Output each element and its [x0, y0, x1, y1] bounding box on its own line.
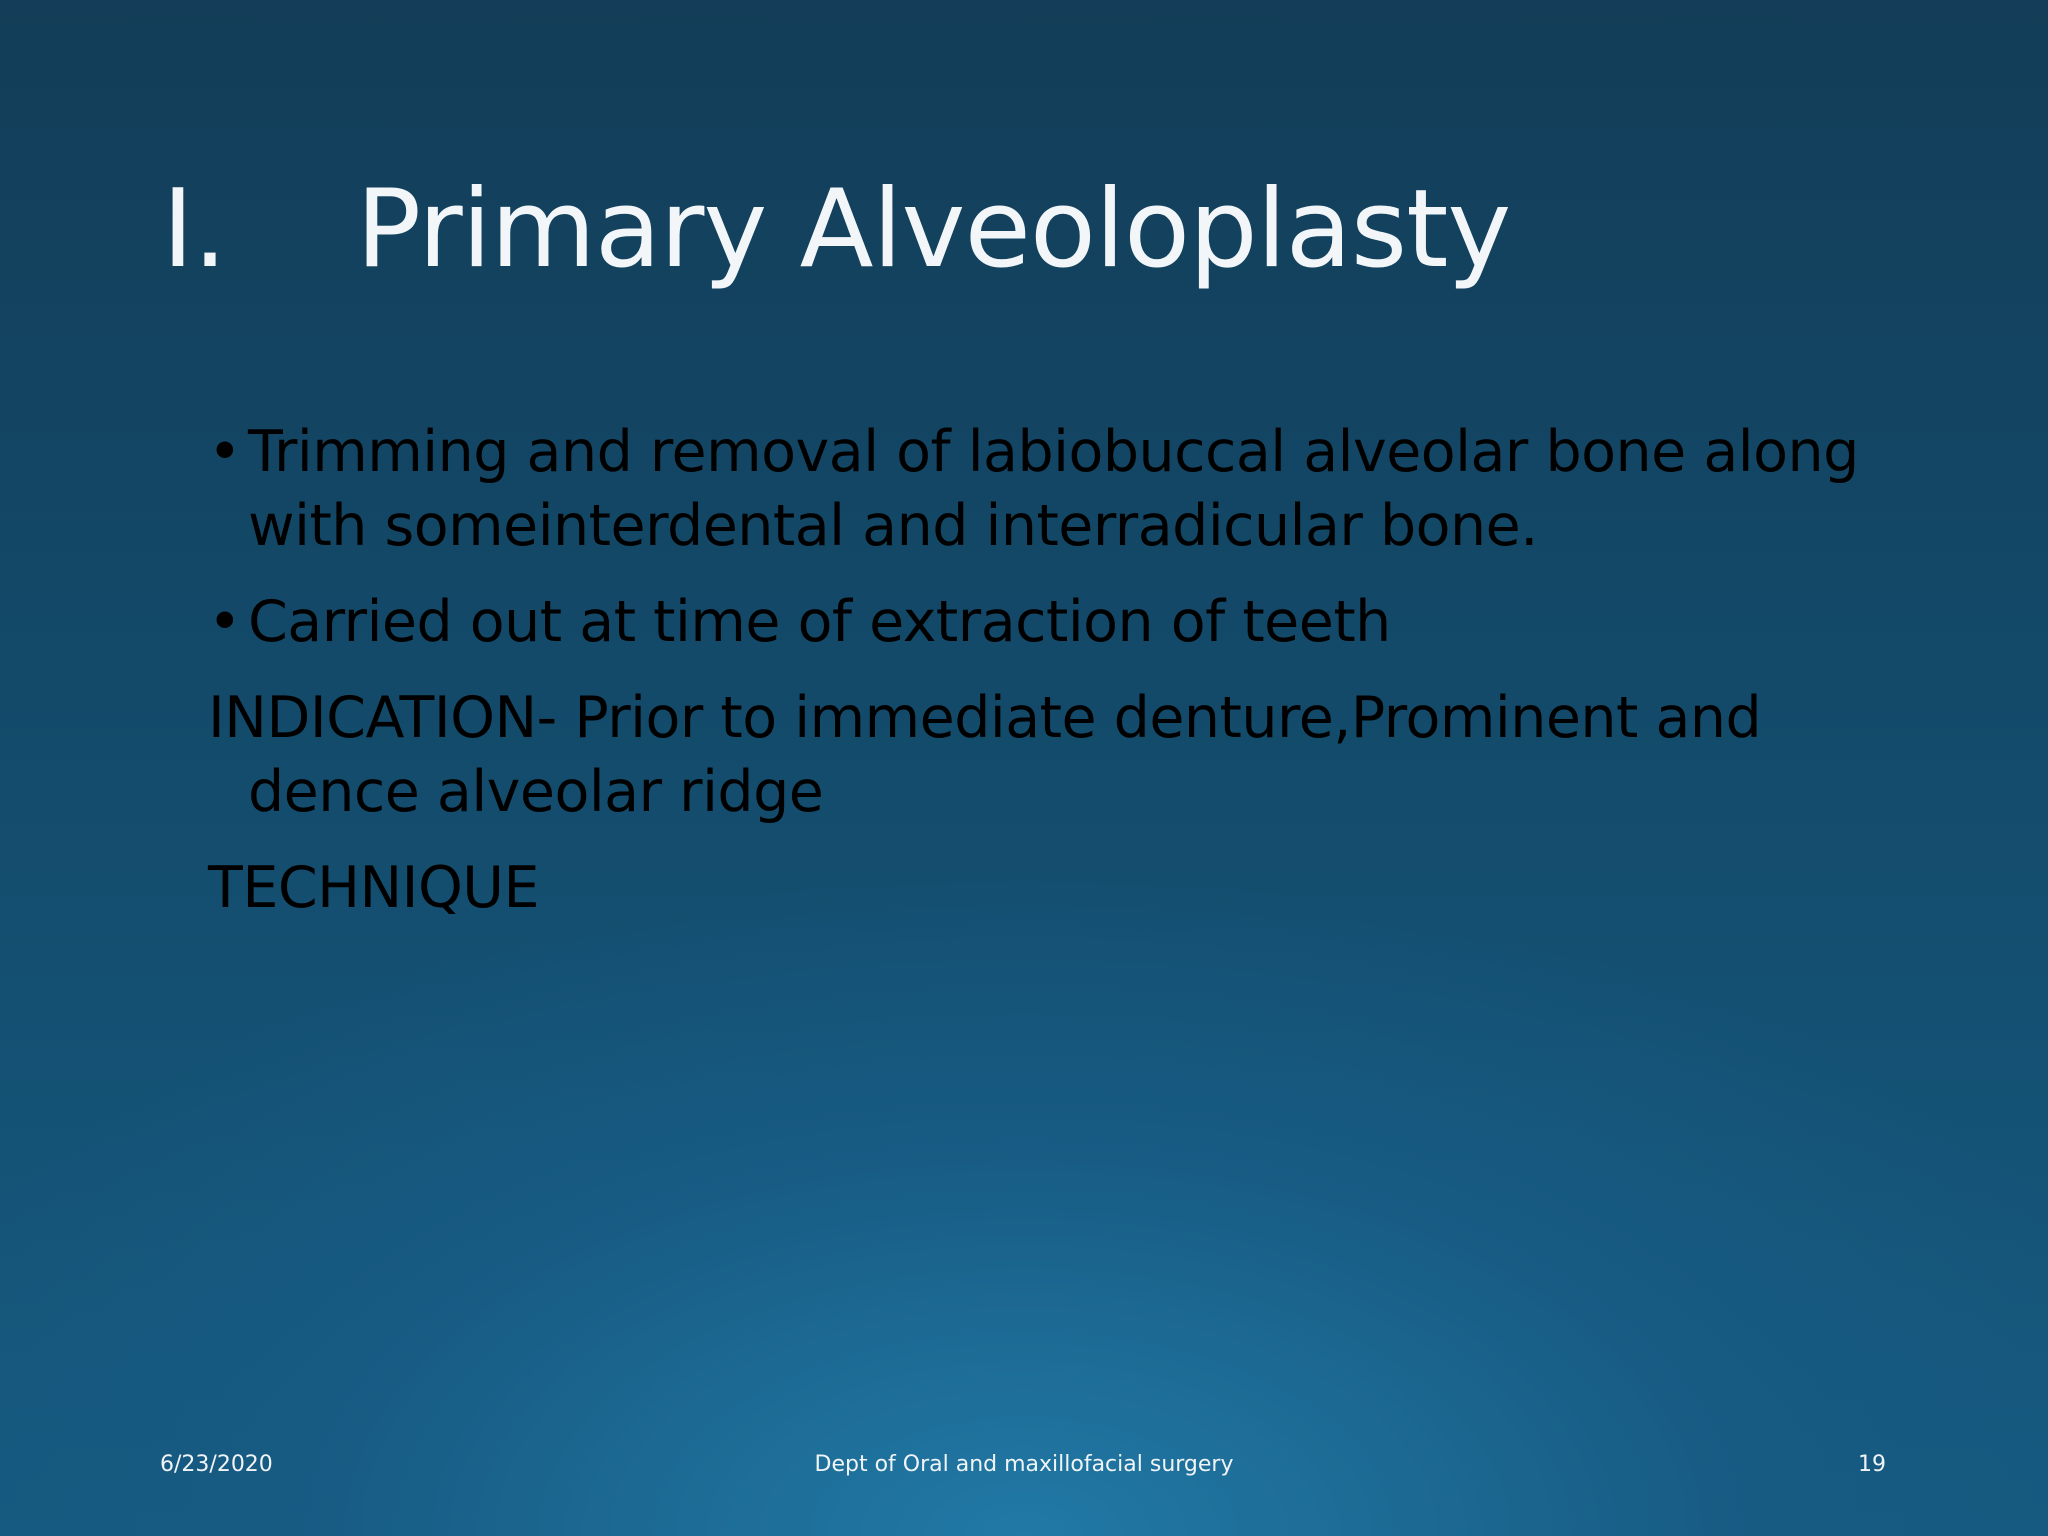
title-text: Primary Alveoloplasty: [356, 167, 1511, 292]
footer-page-number: 19: [1858, 1452, 1886, 1477]
technique-text: TECHNIQUE: [208, 855, 540, 921]
indication-paragraph: [208, 681, 1908, 829]
technique-heading: [208, 851, 1908, 925]
indication-line-2: dence alveolar ridge: [248, 759, 824, 825]
bullet-text: Trimming and removal of labiobuccal alveolar bone along with someinterdental and interradicular bone.: [248, 419, 1859, 559]
bullet-text: Carried out at time of extraction of teeth: [248, 589, 1391, 655]
slide-body: [208, 415, 1908, 947]
bullet-item: [208, 585, 1908, 659]
bullet-item: [208, 415, 1908, 563]
footer-department: Dept of Oral and maxillofacial surgery: [814, 1452, 1234, 1477]
bullet-dot: •: [208, 419, 242, 485]
indication-line-1: INDICATION- Prior to immediate denture,Prominent and: [208, 685, 1762, 751]
footer-date: 6/23/2020: [160, 1452, 273, 1477]
bullet-dot: •: [208, 589, 242, 655]
title-number: I.: [162, 167, 227, 292]
